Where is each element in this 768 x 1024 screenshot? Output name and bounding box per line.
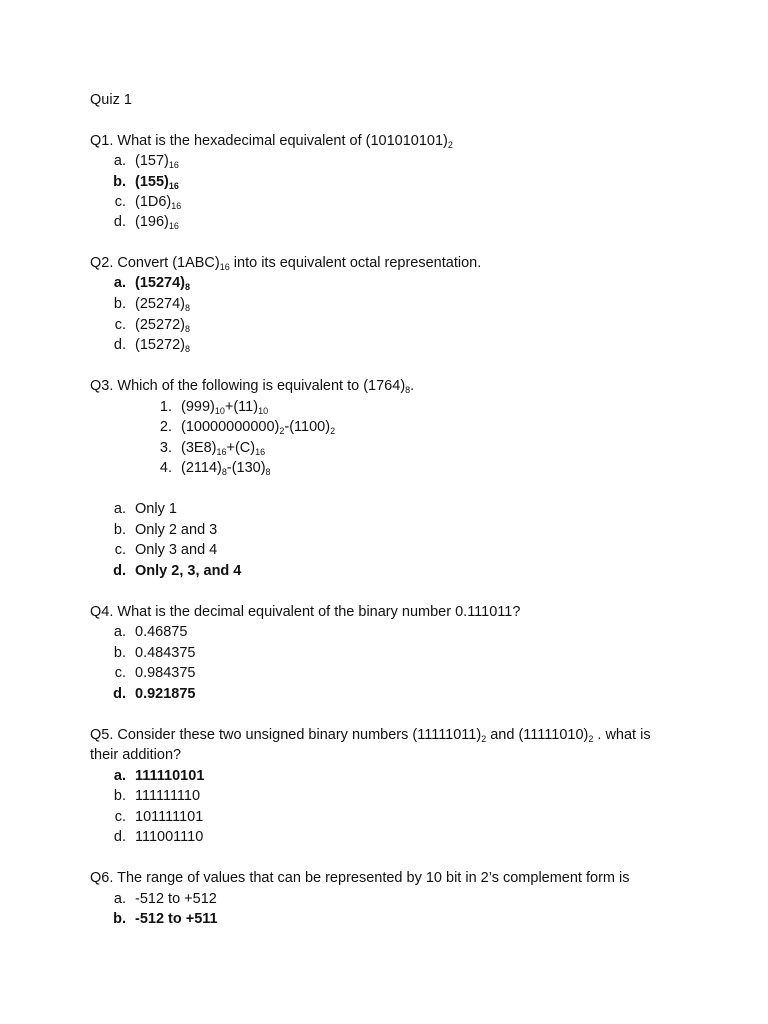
answer-option-correct [135, 172, 179, 192]
text-run: -512 to +512 [135, 891, 217, 907]
option-marker: c. [114, 665, 126, 681]
text-run: Q5. Consider these two unsigned binary numbers (11111011) [90, 727, 482, 743]
answer-option-correct [135, 561, 241, 581]
option-marker: b. [113, 296, 126, 312]
text-run: -(1100) [284, 419, 331, 435]
text-run: Only 2 and 3 [135, 522, 218, 538]
answer-option-correct [135, 684, 195, 704]
text-run: their addition? [90, 747, 182, 763]
subscript-base: 8 [184, 282, 190, 292]
text-run: -512 to +511 [135, 911, 218, 927]
option-marker: d. [113, 829, 126, 845]
text-run: (25272) [135, 317, 185, 333]
subscript-base: 2 [447, 140, 453, 150]
text-run: and (11111010) [486, 727, 589, 743]
text-run: 0.484375 [135, 645, 196, 661]
subitem-text [181, 417, 335, 437]
text-run: into its equivalent octal representation. [229, 255, 482, 271]
answer-option-correct [135, 909, 218, 929]
text-run: Q6. The range of values that can be represented by 10 bit in 2’s complement form is [90, 870, 630, 886]
text-run: (1D6) [135, 194, 172, 210]
subitem-marker: 2. [159, 419, 172, 435]
answer-option [135, 786, 200, 806]
answer-option [135, 807, 203, 827]
subitem-text [181, 458, 271, 478]
option-marker: d. [113, 563, 126, 579]
answer-option [135, 622, 187, 642]
text-run: 111110101 [135, 768, 205, 784]
text-run: . [410, 378, 415, 394]
text-run: Q1. What is the hexadecimal equivalent of (101010101) [90, 133, 448, 149]
option-marker: b. [113, 522, 126, 538]
option-marker: c. [114, 542, 126, 558]
subscript-base: 2 [279, 426, 285, 436]
text-run: 0.46875 [135, 624, 188, 640]
option-marker: d. [113, 337, 126, 353]
answer-option [135, 192, 181, 212]
text-run: (15274) [135, 275, 185, 291]
option-marker: a. [113, 153, 126, 169]
answer-option [135, 663, 195, 683]
subscript-base: 10 [214, 406, 225, 416]
option-marker: c. [114, 317, 126, 333]
question-q5-text [90, 725, 651, 745]
question-q1-text [90, 131, 453, 151]
text-run: 0.921875 [135, 686, 196, 702]
option-marker: a. [113, 768, 126, 784]
text-run: 0.984375 [135, 665, 196, 681]
question-q2-text [90, 253, 481, 273]
text-run: (157) [135, 153, 169, 169]
text-run: Only 3 and 4 [135, 542, 218, 558]
subscript-base: 8 [184, 324, 190, 334]
answer-option [135, 499, 177, 519]
question-q4-text [90, 602, 520, 622]
text-run: 111001110 [135, 829, 204, 845]
text-run: (15272) [135, 337, 185, 353]
answer-option [135, 212, 179, 232]
text-run: (2114) [181, 460, 222, 476]
option-marker: a. [113, 891, 126, 907]
subscript-base: 10 [258, 406, 269, 416]
option-marker: c. [114, 809, 126, 825]
answer-option-correct [135, 766, 204, 786]
answer-option [135, 643, 195, 663]
subscript-base: 8 [265, 467, 271, 477]
text-run: (3E8) [181, 440, 217, 456]
text-run: . what is [593, 727, 651, 743]
option-marker: c. [114, 194, 126, 210]
answer-option [135, 294, 190, 314]
subscript-base: 8 [221, 467, 227, 477]
text-run: -(130) [226, 460, 266, 476]
text-run: Only 1 [135, 501, 177, 517]
subscript-base: 8 [184, 303, 190, 313]
subscript-base: 16 [168, 181, 179, 191]
subscript-base: 16 [168, 221, 179, 231]
answer-option [135, 335, 190, 355]
question-q5-text [90, 745, 181, 765]
subscript-base: 16 [171, 201, 182, 211]
option-marker: a. [113, 501, 126, 517]
text-run: (10000000000) [181, 419, 280, 435]
text-run: Q4. What is the decimal equivalent of the binary number 0.111011? [90, 604, 521, 620]
subscript-base: 8 [405, 385, 411, 395]
answer-option [135, 827, 203, 847]
text-run: Q2. Convert (1ABC) [90, 255, 220, 271]
text-run: (25274) [135, 296, 185, 312]
answer-option [135, 315, 190, 335]
subscript-base: 2 [330, 426, 336, 436]
text-run: (155) [135, 174, 169, 190]
subscript-base: 2 [481, 734, 487, 744]
text-run: Q3. Which of the following is equivalent to (1764) [90, 378, 406, 394]
subscript-base: 16 [216, 447, 227, 457]
subscript-base: 2 [588, 734, 594, 744]
option-marker: b. [113, 788, 126, 804]
subscript-base: 16 [168, 160, 179, 170]
text-run: 101111101 [135, 809, 204, 825]
option-marker: d. [113, 686, 126, 702]
quiz-title: Quiz 1 [90, 92, 132, 108]
option-marker: b. [113, 911, 126, 927]
subscript-base: 8 [184, 344, 190, 354]
text-run: Only 2, 3, and 4 [135, 563, 242, 579]
text-run: +(11) [224, 399, 259, 415]
subitem-marker: 3. [159, 440, 172, 456]
answer-option [135, 520, 217, 540]
option-marker: d. [113, 214, 126, 230]
subitem-text [181, 397, 268, 417]
text-run: (999) [181, 399, 215, 415]
answer-option-correct [135, 273, 190, 293]
option-marker: a. [113, 624, 126, 640]
subitem-marker: 1. [159, 399, 172, 415]
answer-option [135, 889, 217, 909]
text-run: +(C) [226, 440, 256, 456]
option-marker: b. [113, 645, 126, 661]
text-run: (196) [135, 214, 169, 230]
subitem-text [181, 438, 265, 458]
option-marker: b. [113, 174, 126, 190]
text-run: 111111110 [135, 788, 201, 804]
question-q3-text [90, 376, 414, 396]
option-marker: a. [113, 275, 126, 291]
subscript-base: 16 [255, 447, 266, 457]
subscript-base: 16 [219, 262, 230, 272]
question-q6-text [90, 868, 630, 888]
answer-option [135, 540, 217, 560]
answer-option [135, 151, 179, 171]
subitem-marker: 4. [159, 460, 172, 476]
